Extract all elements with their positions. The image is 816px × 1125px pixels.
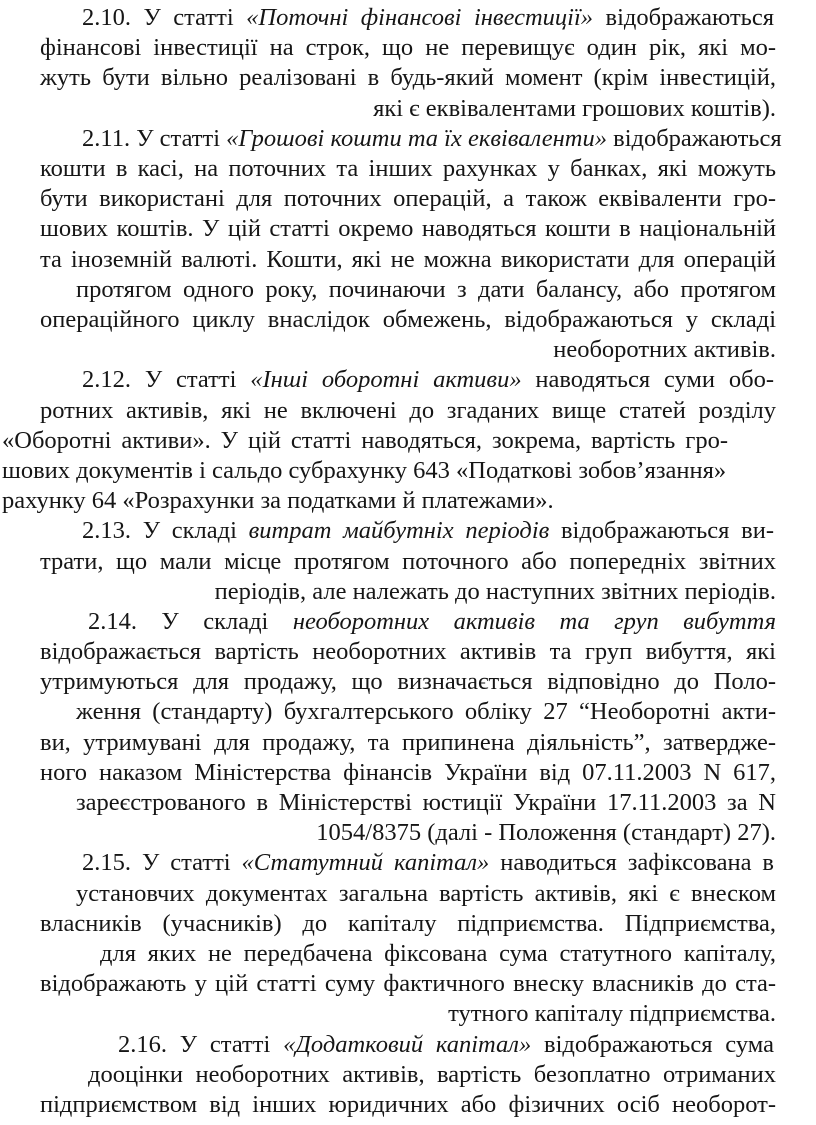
paragraph-line: зареєстрованого в Міністерстві юстиції України 17.11.2003 за N: [76, 789, 776, 816]
paragraph-line: дооцінки необоротних активів, вартість безоплатно отриманих: [88, 1061, 776, 1088]
paragraph-line: «Оборотні активи». У цій статті наводяться, зокрема, вартість гро-: [2, 427, 728, 454]
paragraph-line: 2.11. У статті «Грошові кошти та їх еквіваленти» відображаються: [82, 125, 782, 152]
paragraph-line: власників (учасників) до капіталу підприємства. Підприємства,: [40, 910, 776, 937]
paragraph-line: операційного циклу внаслідок обмежень, відображаються у складі: [40, 306, 776, 333]
paragraph-line: установчих документах загальна вартість активів, які є внеском: [76, 880, 776, 907]
paragraph-line: трати, що мали місце протягом поточного або попередніх звітних: [40, 548, 776, 575]
paragraph-line: бути використані для поточних операцій, а також еквіваленти гро-: [40, 185, 776, 212]
paragraph-line: підприємством від інших юридичних або фізичних осіб необорот-: [40, 1091, 776, 1118]
paragraph-line: рахунку 64 «Розрахунки за податками й платежами».: [2, 487, 554, 514]
paragraph-line: 2.16. У статті «Додатковий капітал» відображаються сума: [118, 1031, 774, 1058]
paragraph-line: шових документів і сальдо субрахунку 643 «Податкові зобов’язання»: [2, 457, 727, 484]
paragraph-line: для яких не передбачена фіксована сума статутного капіталу,: [100, 940, 776, 967]
paragraph-line: 1054/8375 (далі - Положення (стандарт) 27).: [316, 819, 776, 846]
paragraph-line: ного наказом Міністерства фінансів України від 07.11.2003 N 617,: [40, 759, 776, 786]
paragraph-line: відображають у цій статті суму фактичного внеску власників до ста-: [40, 970, 776, 997]
paragraph-line: періодів, але належать до наступних звітних періодів.: [214, 578, 776, 605]
paragraph-line: 2.10. У статті «Поточні фінансові інвестиції» відображаються: [82, 4, 774, 31]
paragraph-line: ротних активів, які не включені до згаданих вище статей розділу: [40, 397, 776, 424]
paragraph-line: необоротних активів.: [553, 336, 776, 363]
paragraph-line: 2.15. У статті «Статутний капітал» наводиться зафіксована в: [82, 849, 774, 876]
paragraph-line: 2.12. У статті «Інші оборотні активи» наводяться суми обо-: [82, 366, 774, 393]
paragraph-line: фінансові інвестиції на строк, що не перевищує один рік, які мо-: [40, 34, 776, 61]
paragraph-line: 2.14. У складі необоротних активів та груп вибуття: [88, 608, 776, 635]
paragraph-line: ження (стандарту) бухгалтерського обліку 27 “Необоротні акти-: [76, 698, 776, 725]
paragraph-line: ви, утримувані для продажу, та припинена діяльність”, затвердже-: [40, 729, 776, 756]
paragraph-line: шових коштів. У цій статті окремо наводяться кошти в національній: [40, 215, 776, 242]
paragraph-line: тутного капіталу підприємства.: [448, 1000, 776, 1027]
paragraph-line: кошти в касі, на поточних та інших рахунках у банках, які можуть: [40, 155, 776, 182]
paragraph-line: які є еквівалентами грошових коштів).: [373, 95, 776, 122]
paragraph-line: та іноземній валюті. Кошти, які не можна використати для операцій: [40, 246, 776, 273]
paragraph-line: протягом одного року, починаючи з дати балансу, або протягом: [76, 276, 776, 303]
paragraph-line: відображається вартість необоротних активів та груп вибуття, які: [40, 638, 776, 665]
paragraph-line: 2.13. У складі витрат майбутніх періодів відображаються ви-: [82, 517, 774, 544]
paragraph-line: утримуються для продажу, що визначається відповідно до Поло-: [40, 668, 776, 695]
paragraph-line: жуть бути вільно реалізовані в будь-який момент (крім інвестицій,: [40, 64, 776, 91]
